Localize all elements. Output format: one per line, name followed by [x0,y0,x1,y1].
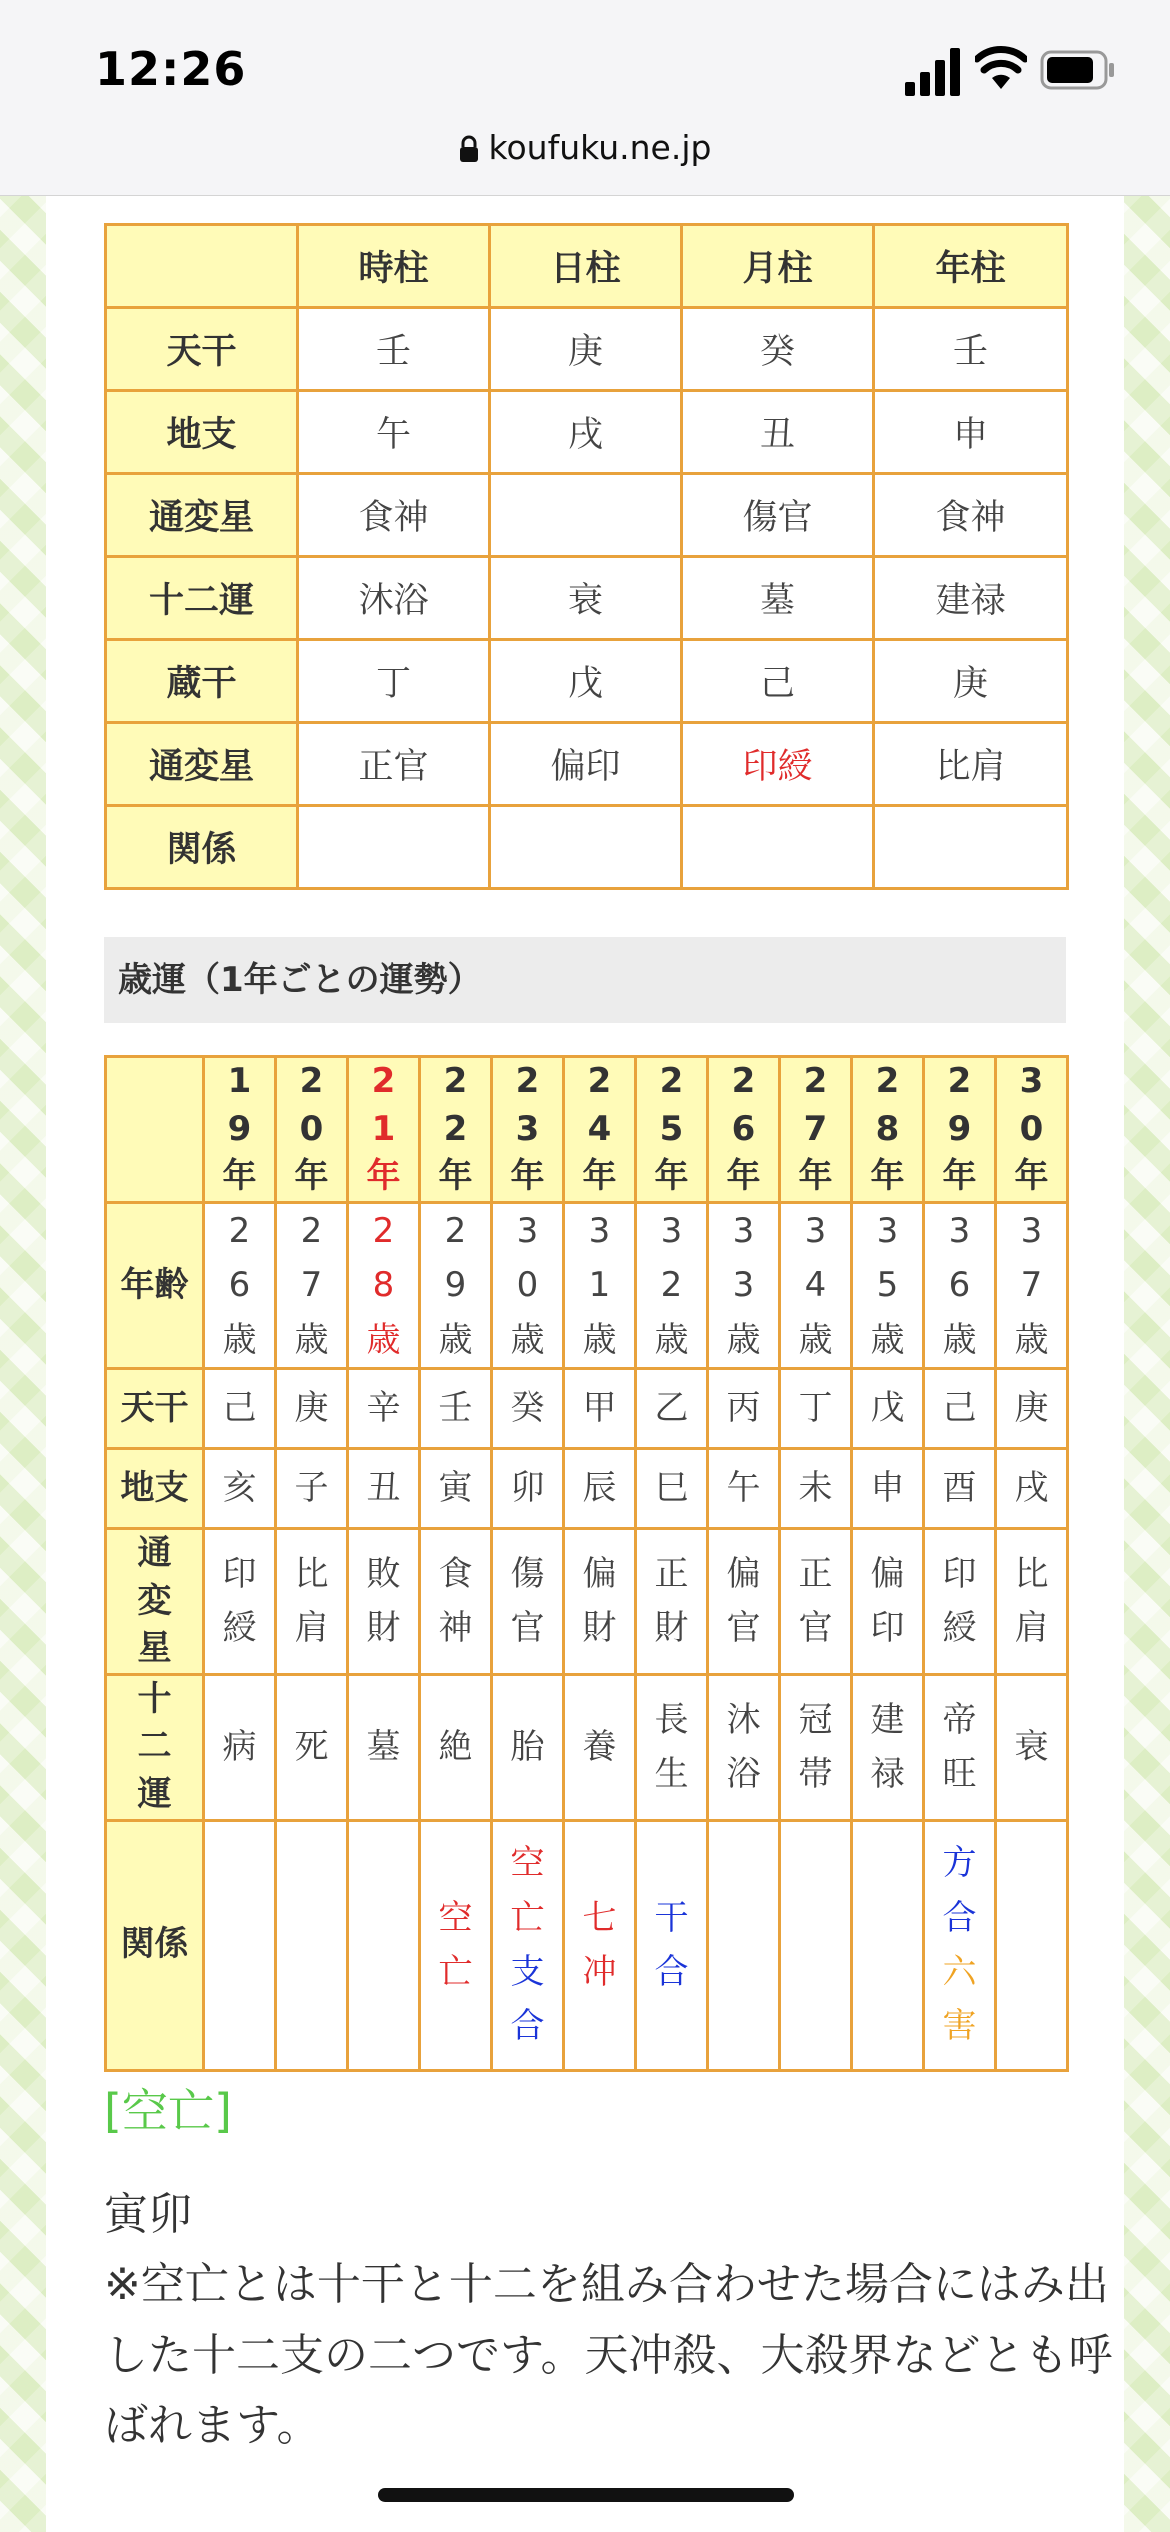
year-char: 年 [942,1156,977,1197]
annual-cell: 寅 [420,1448,492,1528]
relation-cell [348,1820,420,2070]
year-header [492,1057,564,1203]
annual-cell [276,1202,348,1368]
relation-char: 亡 [510,1897,545,1938]
cell-char: 歳 [510,1319,545,1360]
cell-char: 綬 [942,1608,977,1649]
relation-char: 空 [438,1897,473,1938]
year-header [564,1057,636,1203]
cell-char: 偏 [870,1553,905,1594]
year-char: 9 [227,1108,252,1149]
cell-char: 歳 [1014,1319,1049,1360]
kubo-text [104,2180,1114,2462]
annual-cell [636,1202,708,1368]
year-header [852,1057,924,1203]
cell-char: 印 [870,1608,905,1649]
year-char: 年 [870,1156,905,1197]
year-header [348,1057,420,1203]
year-char: 2 [587,1061,612,1101]
annual-cell [708,1674,780,1820]
year-header [276,1057,348,1203]
cell-char: 歳 [294,1319,329,1360]
year-char: 8 [875,1108,900,1149]
pillar-column-header: 月柱 [682,225,874,308]
year-char: 年 [798,1156,833,1197]
annual-cell: 絶 [420,1674,492,1820]
relation-cell [924,1820,996,2070]
pillars-cell: 壬 [874,308,1068,391]
cell-char: 官 [510,1608,545,1649]
annual-cell [708,1528,780,1674]
cell-char: 6 [228,1265,251,1306]
cell-char: 2 [228,1210,251,1251]
pillars-row [106,391,1068,474]
corner-cell [106,225,298,308]
annual-cell: 戊 [852,1368,924,1448]
pillars-cell: 壬 [298,308,490,391]
annual-cell: 養 [564,1674,636,1820]
annual-row-label: 地支 [106,1448,204,1528]
cell-char: 偏 [582,1553,617,1594]
annual-cell: 丁 [780,1368,852,1448]
url-text: koufuku.ne.jp [488,128,712,167]
pillars-cell: 申 [874,391,1068,474]
annual-cell: 子 [276,1448,348,1528]
annual-header-row [106,1057,1068,1203]
year-char: 年 [294,1156,329,1197]
cell-char: 3 [948,1210,971,1251]
annual-cell [924,1202,996,1368]
cell-char: 歳 [942,1319,977,1360]
relation-char: 合 [510,2006,545,2047]
cell-char: 歳 [222,1319,257,1360]
annual-cell: 壬 [420,1368,492,1448]
pillars-cell [682,806,874,889]
pillar-column-header: 年柱 [874,225,1068,308]
year-char: 1 [371,1108,396,1149]
kubo-title: [空亡] [104,2084,232,2138]
status-time: 12:26 [95,42,247,96]
section-heading-annual-fortune: 歳運（1年ごとの運勢） [104,937,1066,1023]
year-char: 年 [510,1156,545,1197]
cell-char: 正 [654,1553,689,1594]
year-char: 年 [438,1156,473,1197]
year-header [780,1057,852,1203]
cell-char: 帯 [798,1754,833,1795]
annual-cell [492,1202,564,1368]
relation-char: 害 [942,2006,977,2047]
year-header [420,1057,492,1203]
annual-cell [780,1202,852,1368]
corner-cell [106,1057,204,1203]
cell-char: 歳 [870,1319,905,1360]
year-char: 年 [1014,1156,1049,1197]
cell-char: 綬 [222,1608,257,1649]
pillar-column-header: 時柱 [298,225,490,308]
cell-char: 2 [372,1210,395,1251]
annual-cell: 未 [780,1448,852,1528]
year-char: 年 [654,1156,689,1197]
label-char: 変 [137,1580,172,1621]
pillars-cell: 戌 [490,391,682,474]
pillars-row [106,557,1068,640]
relation-char: 合 [654,1952,689,1993]
cell-char: 8 [372,1265,395,1306]
cell-char: 敗 [366,1553,401,1594]
annual-cell [852,1202,924,1368]
cell-char: 3 [876,1210,899,1251]
relation-cell [708,1820,780,2070]
four-pillars-table [104,223,1069,890]
year-char: 年 [366,1156,401,1197]
relation-cell [420,1820,492,2070]
annual-cell: 酉 [924,1448,996,1528]
annual-cell: 庚 [276,1368,348,1448]
annual-cell [996,1528,1068,1674]
annual-row-label [106,1674,204,1820]
cell-char: 財 [582,1608,617,1649]
annual-fortune-table [104,1055,1069,2072]
cell-char: 浴 [726,1754,761,1795]
cell-char: 官 [798,1608,833,1649]
cell-char: 歳 [654,1319,689,1360]
cell-char: 冠 [798,1699,833,1740]
annual-cell [204,1202,276,1368]
annual-cell [924,1674,996,1820]
cell-char: 7 [300,1265,323,1306]
cell-char: 偏 [726,1553,761,1594]
annual-cell: 申 [852,1448,924,1528]
pillars-cell: 庚 [490,308,682,391]
annual-cell [204,1528,276,1674]
year-char: 4 [587,1108,612,1149]
annual-cell [636,1528,708,1674]
pillar-column-header: 日柱 [490,225,682,308]
relation-cell [276,1820,348,2070]
pillars-row-label: 地支 [106,391,298,474]
annual-cell: 胎 [492,1674,564,1820]
kubo-description: ※空亡とは十干と十二を組み合わせた場合にはみ出した十二支の二つです。天冲殺、大殺界などとも呼ばれます。 [104,2259,1113,2452]
year-char: 2 [875,1061,900,1101]
pillars-cell: 丑 [682,391,874,474]
annual-cell: 辛 [348,1368,420,1448]
address-bar[interactable] [0,128,1170,167]
cell-char: 2 [660,1265,683,1306]
pillars-row-label: 蔵干 [106,640,298,723]
year-header [708,1057,780,1203]
annual-cell: 辰 [564,1448,636,1528]
cell-char: 禄 [870,1754,905,1795]
year-char: 2 [659,1061,684,1101]
cell-char: 印 [222,1553,257,1594]
annual-cell [924,1528,996,1674]
cell-char: 財 [654,1608,689,1649]
cell-char: 6 [948,1265,971,1306]
annual-row-label: 年齢 [106,1202,204,1368]
pillars-cell: 正官 [298,723,490,806]
year-char: 3 [1019,1061,1044,1101]
relation-cell [564,1820,636,2070]
relation-cell [204,1820,276,2070]
pillars-row [106,474,1068,557]
year-char: 2 [443,1108,468,1149]
annual-cell: 戌 [996,1448,1068,1528]
pillars-row [106,640,1068,723]
annual-cell [564,1202,636,1368]
relation-char: 亡 [438,1952,473,1993]
annual-cell [708,1202,780,1368]
annual-cell [348,1202,420,1368]
year-char: 7 [803,1108,828,1149]
relation-char: 冲 [582,1952,617,1993]
cell-char: 生 [654,1754,689,1795]
year-char: 年 [222,1156,257,1197]
year-char: 2 [371,1061,396,1101]
pillars-cell: 墓 [682,557,874,640]
annual-row [106,1202,1068,1368]
pillars-cell [490,474,682,557]
kubo-value: 寅卯 [104,2189,192,2240]
annual-relations-row [106,1820,1068,2070]
cell-char: 2 [444,1210,467,1251]
pillars-cell: 偏印 [490,723,682,806]
annual-cell [564,1528,636,1674]
annual-cell [780,1674,852,1820]
pillars-cell: 庚 [874,640,1068,723]
cell-char: 1 [588,1265,611,1306]
year-header [636,1057,708,1203]
cellular-signal-icon [905,48,961,96]
annual-cell: 巳 [636,1448,708,1528]
year-char: 0 [299,1108,324,1149]
cell-char: 肩 [294,1608,329,1649]
annual-cell: 卯 [492,1448,564,1528]
annual-cell [852,1674,924,1820]
pillars-cell [490,806,682,889]
home-indicator [378,2488,794,2502]
pillars-row-label: 関係 [106,806,298,889]
cell-char: 3 [1020,1210,1043,1251]
year-char: 年 [582,1156,617,1197]
cell-char: 建 [870,1699,905,1740]
year-char: 6 [731,1108,756,1149]
annual-cell [276,1528,348,1674]
relation-cell [492,1820,564,2070]
annual-row-label: 天干 [106,1368,204,1448]
annual-cell: 乙 [636,1368,708,1448]
cell-char: 5 [876,1265,899,1306]
cell-char: 0 [516,1265,539,1306]
page-content [46,195,1124,2532]
label-char: 通 [137,1532,172,1573]
year-char: 2 [947,1061,972,1101]
cell-char: 歳 [582,1319,617,1360]
relation-char: 七 [582,1897,617,1938]
year-char: 2 [443,1061,468,1101]
pillars-row [106,723,1068,806]
cell-char: 傷 [510,1553,545,1594]
annual-cell: 丑 [348,1448,420,1528]
label-char: 星 [137,1628,172,1669]
year-char: 1 [227,1061,252,1101]
pillars-cell: 比肩 [874,723,1068,806]
annual-cell: 午 [708,1448,780,1528]
pillars-cell [874,806,1068,889]
pillars-row-label: 天干 [106,308,298,391]
pillars-header-row [106,225,1068,308]
pillars-row-label: 通変星 [106,474,298,557]
cell-char: 3 [588,1210,611,1251]
pillars-row-label: 通変星 [106,723,298,806]
relation-char: 干 [654,1897,689,1938]
year-char: 年 [726,1156,761,1197]
relation-char: 支 [510,1952,545,1993]
annual-cell: 病 [204,1674,276,1820]
pillars-cell: 衰 [490,557,682,640]
cell-char: 歳 [438,1319,473,1360]
annual-cell [348,1528,420,1674]
cell-char: 帝 [942,1699,977,1740]
wifi-icon [975,45,1027,91]
year-char: 2 [803,1061,828,1101]
relation-cell [852,1820,924,2070]
annual-cell: 墓 [348,1674,420,1820]
pillars-cell: 印綬 [682,723,874,806]
year-char: 5 [659,1108,684,1149]
relation-char: 空 [510,1843,545,1884]
annual-row-label [106,1528,204,1674]
cell-char: 比 [294,1553,329,1594]
annual-row [106,1674,1068,1820]
cell-char: 4 [804,1265,827,1306]
pillars-cell: 食神 [298,474,490,557]
relation-char: 方 [942,1843,977,1884]
annual-cell: 死 [276,1674,348,1820]
pillars-cell: 己 [682,640,874,723]
pillars-row [106,308,1068,391]
cell-char: 肩 [1014,1608,1049,1649]
pillars-cell: 食神 [874,474,1068,557]
year-header [924,1057,996,1203]
pillars-row [106,806,1068,889]
annual-cell [420,1202,492,1368]
year-char: 2 [299,1061,324,1101]
annual-cell [852,1528,924,1674]
cell-char: 財 [366,1608,401,1649]
year-char: 2 [515,1061,540,1101]
cell-char: 7 [1020,1265,1043,1306]
cell-char: 歳 [726,1319,761,1360]
cell-char: 神 [438,1608,473,1649]
annual-row [106,1368,1068,1448]
annual-cell: 丙 [708,1368,780,1448]
annual-cell: 甲 [564,1368,636,1448]
pillars-cell: 傷官 [682,474,874,557]
cell-char: 9 [444,1265,467,1306]
cell-char: 正 [798,1553,833,1594]
cell-char: 長 [654,1699,689,1740]
annual-cell: 衰 [996,1674,1068,1820]
cell-char: 2 [300,1210,323,1251]
year-char: 0 [1019,1108,1044,1149]
relation-cell [996,1820,1068,2070]
annual-cell: 庚 [996,1368,1068,1448]
annual-row [106,1448,1068,1528]
cell-char: 食 [438,1553,473,1594]
label-char: 運 [137,1773,172,1814]
pillars-cell: 戊 [490,640,682,723]
year-char: 2 [731,1061,756,1101]
label-char: 十 [137,1678,172,1719]
pillars-cell: 癸 [682,308,874,391]
pillars-cell: 沐浴 [298,557,490,640]
pillars-cell: 午 [298,391,490,474]
annual-cell [996,1202,1068,1368]
relation-char: 六 [942,1952,977,1993]
cell-char: 3 [732,1265,755,1306]
cell-char: 3 [732,1210,755,1251]
relation-cell [780,1820,852,2070]
cell-char: 3 [516,1210,539,1251]
annual-cell [780,1528,852,1674]
annual-cell [420,1528,492,1674]
annual-cell: 亥 [204,1448,276,1528]
pillars-cell: 建禄 [874,557,1068,640]
relation-cell [636,1820,708,2070]
cell-char: 印 [942,1553,977,1594]
label-char: 二 [137,1726,172,1767]
status-bar [0,0,1170,196]
annual-cell [492,1528,564,1674]
year-char: 9 [947,1108,972,1149]
pillars-cell: 丁 [298,640,490,723]
cell-char: 3 [660,1210,683,1251]
cell-char: 旺 [942,1754,977,1795]
annual-cell [636,1674,708,1820]
battery-icon [1040,50,1116,90]
cell-char: 官 [726,1608,761,1649]
annual-cell: 己 [204,1368,276,1448]
cell-char: 歳 [798,1319,833,1360]
cell-char: 3 [804,1210,827,1251]
annual-cell: 己 [924,1368,996,1448]
year-char: 3 [515,1108,540,1149]
annual-row-label: 関係 [106,1820,204,2070]
year-header [204,1057,276,1203]
cell-char: 比 [1014,1553,1049,1594]
pillars-row-label: 十二運 [106,557,298,640]
cell-char: 沐 [726,1699,761,1740]
relation-char: 合 [942,1897,977,1938]
pillars-cell [298,806,490,889]
cell-char: 歳 [366,1319,401,1360]
lock-icon [459,135,479,163]
annual-cell: 癸 [492,1368,564,1448]
year-header [996,1057,1068,1203]
annual-row [106,1528,1068,1674]
